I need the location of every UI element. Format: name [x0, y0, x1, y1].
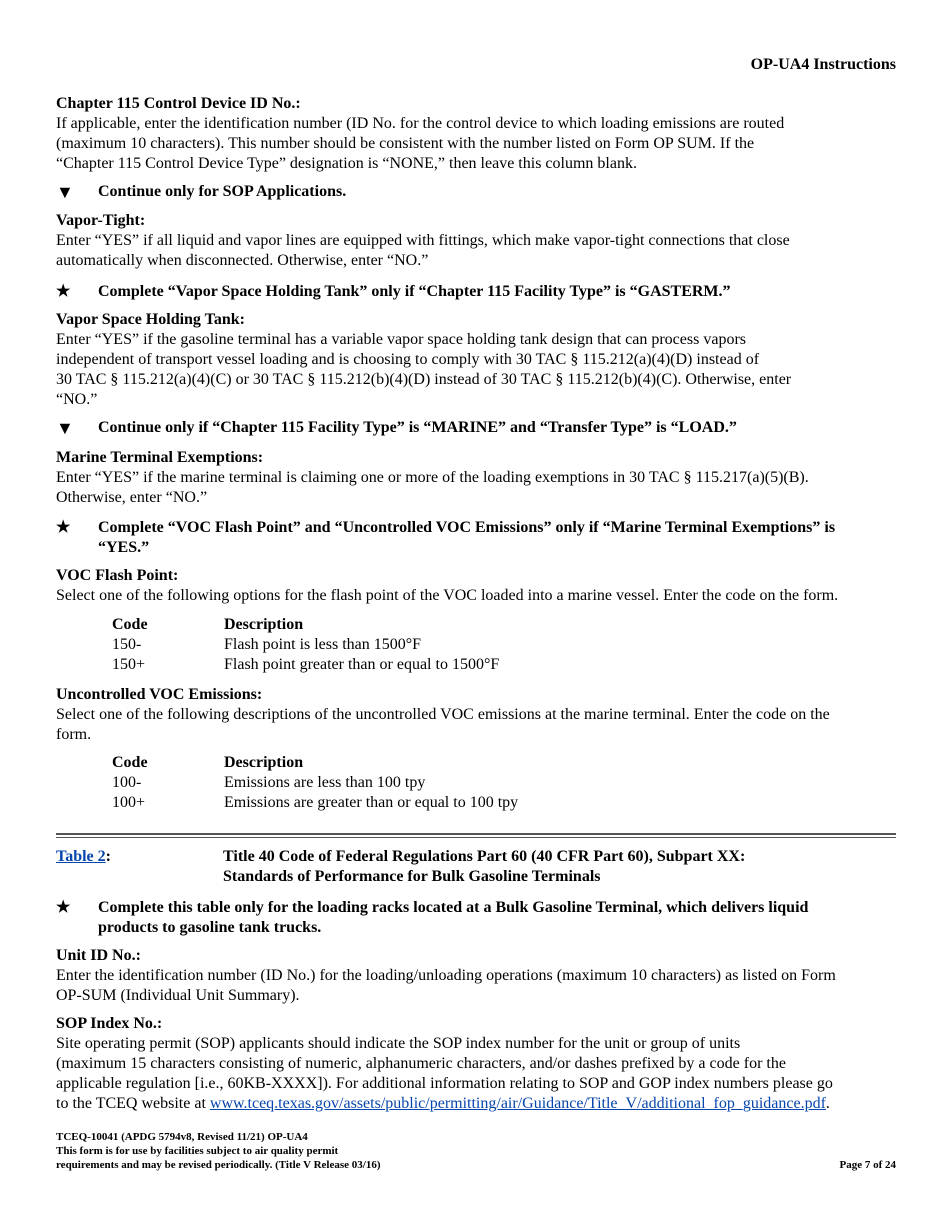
bullet-text-line: Complete this table only for the loading racks located at a Bulk Gasoline Terminal, which delivers liquid: [98, 899, 809, 916]
paragraph-line: “Chapter 115 Control Device Type” designation is “NONE,” then leave this column blank.: [56, 155, 637, 172]
paragraph-line: (maximum 10 characters). This number should be consistent with the number listed on Form OP SUM. If the: [56, 135, 755, 152]
code-table-header: [112, 615, 499, 635]
table2-title-line: Standards of Performance for Bulk Gasoline Terminals: [223, 868, 601, 885]
code-cell: 150-: [112, 636, 142, 653]
table-row: [112, 773, 518, 793]
code-cell: 100-: [112, 774, 142, 791]
footer-note-line: requirements and may be revised periodically. (Title V Release 03/16): [56, 1159, 381, 1171]
code-cell: 100+: [112, 794, 146, 811]
section-heading: Unit ID No.:: [56, 947, 141, 964]
paragraph-line: applicable regulation [i.e., 60KB-XXXX]). For additional information relating to SOP and GOP index numbers please go: [56, 1075, 833, 1092]
table2-link[interactable]: Table 2: [56, 848, 106, 865]
paragraph-line: Site operating permit (SOP) applicants should indicate the SOP index number for the unit or group of units: [56, 1035, 741, 1052]
description-cell: Emissions are greater than or equal to 100 tpy: [224, 794, 519, 811]
section-heading: Uncontrolled VOC Emissions:: [56, 686, 263, 703]
table2-title-line: Title 40 Code of Federal Regulations Part 60 (40 CFR Part 60), Subpart XX:: [223, 848, 746, 865]
section-voc-flash-point: [56, 566, 896, 606]
bullet-text: Continue only for SOP Applications.: [98, 183, 347, 200]
table-row: [112, 793, 518, 813]
code-table-emissions: [112, 753, 518, 813]
instruction-bullet: [56, 282, 896, 302]
table-row: [112, 635, 499, 655]
table-row: [112, 655, 499, 675]
star-icon: ★: [56, 283, 71, 300]
tceq-guidance-link[interactable]: www.tceq.texas.gov/assets/public/permitting/air/Guidance/Title_V/additional_fop_guidance.pdf: [209, 1095, 826, 1112]
footer-note-line: This form is for use by facilities subject to air quality permit: [56, 1145, 339, 1157]
instruction-bullet: [56, 518, 896, 558]
paragraph-line: Enter the identification number (ID No.) for the loading/unloading operations (maximum 10 characters) as listed on Form: [56, 967, 836, 984]
section-heading: Vapor Space Holding Tank:: [56, 311, 245, 328]
column-header-code: Code: [112, 616, 148, 633]
instruction-bullet: [56, 898, 896, 938]
bullet-text: Continue only if “Chapter 115 Facility Type” is “MARINE” and “Transfer Type” is “LOAD.”: [98, 419, 737, 436]
section-divider: [56, 833, 896, 835]
section-uncontrolled-voc-emissions: [56, 685, 896, 745]
table2-label: [56, 847, 111, 867]
star-icon: ★: [56, 899, 71, 916]
star-icon: ★: [56, 519, 71, 536]
section-heading: SOP Index No.:: [56, 1015, 163, 1032]
paragraph-line: Select one of the following options for the flash point of the VOC loaded into a marine vessel. Enter the code on the form.: [56, 587, 839, 604]
footer-form-id: TCEQ-10041 (APDG 5794v8, Revised 11/21) OP-UA4: [56, 1131, 308, 1143]
paragraph-line: Enter “YES” if all liquid and vapor lines are equipped with fittings, which make vapor-tight connections that close: [56, 232, 790, 249]
paragraph-line: Otherwise, enter “NO.”: [56, 489, 208, 506]
table2-heading: [56, 847, 896, 887]
paragraph-line: independent of transport vessel loading and is choosing to comply with 30 TAC § 115.212(a)(4)(D) instead of: [56, 351, 760, 368]
column-header-code: Code: [112, 754, 148, 771]
code-table-header: [112, 753, 518, 773]
instruction-bullet: [56, 182, 896, 202]
bullet-text-line: products to gasoline tank trucks.: [98, 919, 322, 936]
section-heading: Chapter 115 Control Device ID No.:: [56, 95, 301, 112]
page-footer: [56, 1130, 896, 1172]
paragraph-line: OP-SUM (Individual Unit Summary).: [56, 987, 300, 1004]
table2-colon: :: [105, 848, 111, 865]
paragraph-line-with-link: [56, 1094, 896, 1114]
paragraph-line: (maximum 15 characters consisting of numeric, alphanumeric characters, and/or dashes prefixed by a code for the: [56, 1055, 786, 1072]
bullet-text-line: “YES.”: [98, 539, 150, 556]
paragraph-line: Select one of the following descriptions of the uncontrolled VOC emissions at the marine terminal. Enter the code on the: [56, 706, 830, 723]
section-heading: Vapor-Tight:: [56, 212, 146, 229]
bullet-text: Complete “Vapor Space Holding Tank” only if “Chapter 115 Facility Type” is “GASTERM.”: [98, 283, 731, 300]
page-number: Page 7 of 24: [839, 1159, 896, 1171]
page-header-title: OP-UA4 Instructions: [750, 56, 896, 73]
paragraph-line: If applicable, enter the identification number (ID No. for the control device to which loading emissions are routed: [56, 115, 785, 132]
instruction-bullet: [56, 418, 896, 438]
description-cell: Flash point is less than 1500°F: [224, 636, 422, 653]
section-vapor-tight: [56, 211, 896, 271]
link-prefix-text: to the TCEQ website at: [56, 1095, 210, 1112]
section-vapor-space-holding-tank: [56, 310, 896, 410]
paragraph-line: form.: [56, 726, 92, 743]
section-ch115-control-device: [56, 94, 896, 174]
triangle-down-icon: ▼: [56, 418, 74, 438]
link-suffix-text: .: [825, 1095, 830, 1112]
section-marine-terminal-exemptions: [56, 448, 896, 508]
section-divider: [56, 837, 896, 838]
section-heading: Marine Terminal Exemptions:: [56, 449, 264, 466]
paragraph-line: “NO.”: [56, 391, 98, 408]
column-header-description: Description: [224, 616, 304, 633]
paragraph-line: Enter “YES” if the gasoline terminal has a variable vapor space holding tank design that can process vapors: [56, 331, 746, 348]
column-header-description: Description: [224, 754, 304, 771]
section-heading: VOC Flash Point:: [56, 567, 179, 584]
bullet-text-line: Complete “VOC Flash Point” and “Uncontrolled VOC Emissions” only if “Marine Terminal Exemptions” is: [98, 519, 836, 536]
paragraph-line: Enter “YES” if the marine terminal is claiming one or more of the loading exemptions in 30 TAC § 115.217(a)(5)(B).: [56, 469, 809, 486]
code-cell: 150+: [112, 656, 146, 673]
section-unit-id: [56, 946, 896, 1006]
triangle-down-icon: ▼: [56, 182, 74, 202]
description-cell: Emissions are less than 100 tpy: [224, 774, 426, 791]
code-table-flash-point: [112, 615, 499, 675]
paragraph-line: 30 TAC § 115.212(a)(4)(C) or 30 TAC § 115.212(b)(4)(D) instead of 30 TAC § 115.212(b)(4)(C). Otherwise, enter: [56, 371, 792, 388]
description-cell: Flash point greater than or equal to 1500°F: [224, 656, 500, 673]
section-sop-index: [56, 1014, 896, 1114]
paragraph-line: automatically when disconnected. Otherwise, enter “NO.”: [56, 252, 429, 269]
